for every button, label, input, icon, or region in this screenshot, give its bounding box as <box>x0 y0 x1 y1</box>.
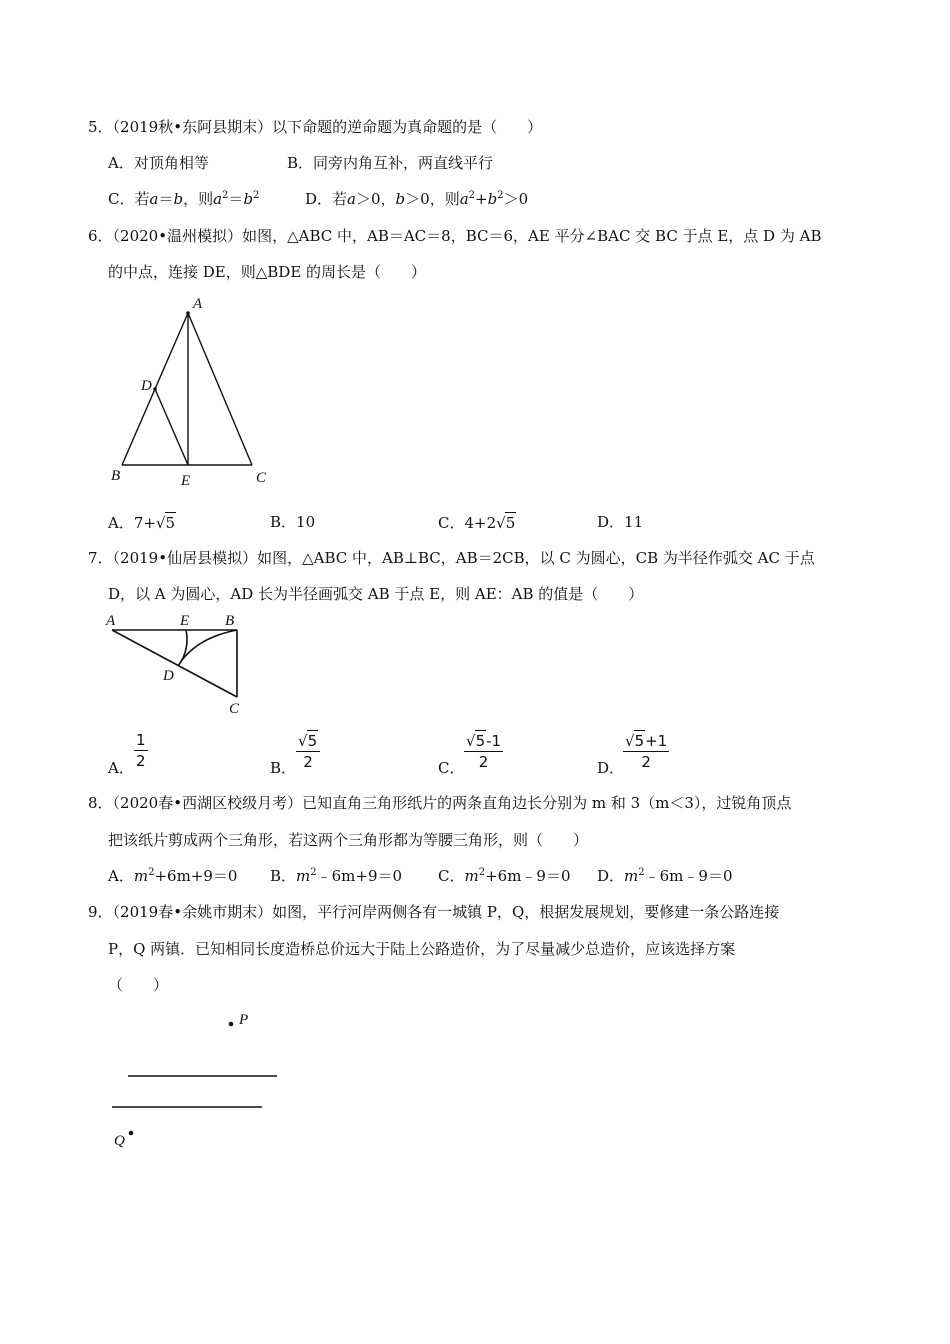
q7-right-triangle-figure <box>100 608 260 718</box>
q7-option-b-label[interactable]: B． <box>270 759 297 777</box>
q9-town-q <box>129 1131 134 1136</box>
q5-option-d[interactable]: D．若a＞0，b＞0，则$a^2+b^2>0$ <box>305 190 529 208</box>
q9-river-figure <box>100 1005 300 1155</box>
q7-stem-line1: 7．（2019•仙居县模拟）如图，△ABC 中，AB⊥BC，AB＝2CB，以 C 为圆心，CB 为半径作弧交 AC 于点 <box>88 549 815 567</box>
q8-option-b[interactable]: B．$m^2﹣6m+9=0$ <box>270 867 403 885</box>
q6-segment-de <box>155 389 188 465</box>
q7-option-b-fraction[interactable]: $\frac{√5}{2}$ <box>296 730 320 772</box>
q7-side-ac <box>112 630 237 697</box>
q7-label-c: C <box>229 701 240 717</box>
q7-number: 7． <box>88 549 113 567</box>
q6-point-d <box>153 387 157 391</box>
q6-point-a <box>186 311 190 315</box>
q6-option-a[interactable]: A．7+√5 <box>108 514 176 532</box>
q5-stem-text: 以下命题的逆命题为真命题的是（ ） <box>272 118 543 136</box>
q6-stem-line1: 6．（2020•温州模拟）如图，△ABC 中，AB＝AC＝8，BC＝6，AE 平分∠BAC 交 BC 于点 E，点 D 为 AB <box>88 227 822 245</box>
q6-side-ac <box>188 313 252 465</box>
q7-stem-line2: D，以 A 为圆心，AD 长为半径画弧交 AB 于点 E，则 AE：AB 的值是（ ） <box>108 585 644 603</box>
q5-option-a[interactable]: A．对顶角相等 <box>108 154 209 172</box>
q8-option-a[interactable]: A．$m^2+6m+9=0$ <box>108 867 238 885</box>
q9-stem-line2: P，Q 两镇．已知相同长度造桥总价远大于陆上公路造价，为了尽量减少总造价，应该选择方案 <box>108 940 736 958</box>
q6-label-d: D <box>141 378 152 394</box>
q6-stem-line2: 的中点，连接 DE，则△BDE 的周长是（ ） <box>108 263 427 281</box>
q6-option-b[interactable]: B．10 <box>270 513 316 531</box>
q8-stem-line2: 把该纸片剪成两个三角形，若这两个三角形都为等腰三角形，则（ ） <box>108 831 589 849</box>
q8-number: 8． <box>88 794 113 812</box>
q6-option-d[interactable]: D．11 <box>597 513 644 531</box>
q6-number: 6． <box>88 227 113 245</box>
q8-stem-line1: 8．（2020春•西湖区校级月考）已知直角三角形纸片的两条直角边长分别为 m 和 3（m＜3），过锐角顶点 <box>88 794 792 812</box>
q6-label-a: A <box>193 296 203 312</box>
q5-number: 5． <box>88 118 113 136</box>
q5-option-b[interactable]: B．同旁内角互补，两直线平行 <box>287 154 494 172</box>
q7-label-b: B <box>225 613 235 629</box>
q7-label-e: E <box>180 613 190 629</box>
q6-label-e: E <box>181 473 191 489</box>
q7-source: （2019•仙居县模拟） <box>112 549 258 567</box>
q7-label-a: A <box>106 613 116 629</box>
q5-stem <box>88 117 542 137</box>
q9-stem-line3: （ ） <box>108 976 169 994</box>
q9-number: 9． <box>88 903 113 921</box>
q5-source: （2019秋•东阿县期末） <box>112 118 273 136</box>
q5-option-c[interactable]: C．若a＝b，则$a^2=b^2$ <box>108 190 260 208</box>
q9-stem-line1: 9．（2019春•余姚市期末）如图，平行河岸两侧各有一城镇 P，Q，根据发展规划，要修建一条公路连接 <box>88 903 780 921</box>
q8-option-c[interactable]: C．$m^2+6m﹣9=0$ <box>438 867 571 885</box>
q8-source: （2020春•西湖区校级月考） <box>112 794 303 812</box>
q7-option-d-fraction[interactable]: $\frac{√5+1}{2}$ <box>625 732 668 771</box>
q7-option-c-fraction[interactable]: $\frac{√5-1}{2}$ <box>466 732 502 771</box>
q6-source: （2020•温州模拟） <box>112 227 243 245</box>
q8-option-d[interactable]: D．$m^2﹣6m﹣9=0$ <box>597 867 733 885</box>
q9-source: （2019春•余姚市期末） <box>112 903 273 921</box>
q7-option-c-label[interactable]: C． <box>438 759 465 777</box>
q9-town-p <box>229 1022 234 1027</box>
q7-option-a-label[interactable]: A． <box>108 759 134 777</box>
q6-option-c[interactable]: C．4+2√5 <box>438 514 516 532</box>
q9-label-p: P <box>239 1012 249 1028</box>
q7-label-d: D <box>163 668 174 684</box>
q7-option-a-fraction[interactable]: $\frac{1}{2}$ <box>136 731 146 770</box>
q6-label-c: C <box>256 470 267 486</box>
q6-label-b: B <box>111 468 121 484</box>
q9-label-q: Q <box>114 1133 125 1149</box>
q6-triangle-figure <box>100 290 290 490</box>
q7-option-d-label[interactable]: D． <box>597 759 625 777</box>
